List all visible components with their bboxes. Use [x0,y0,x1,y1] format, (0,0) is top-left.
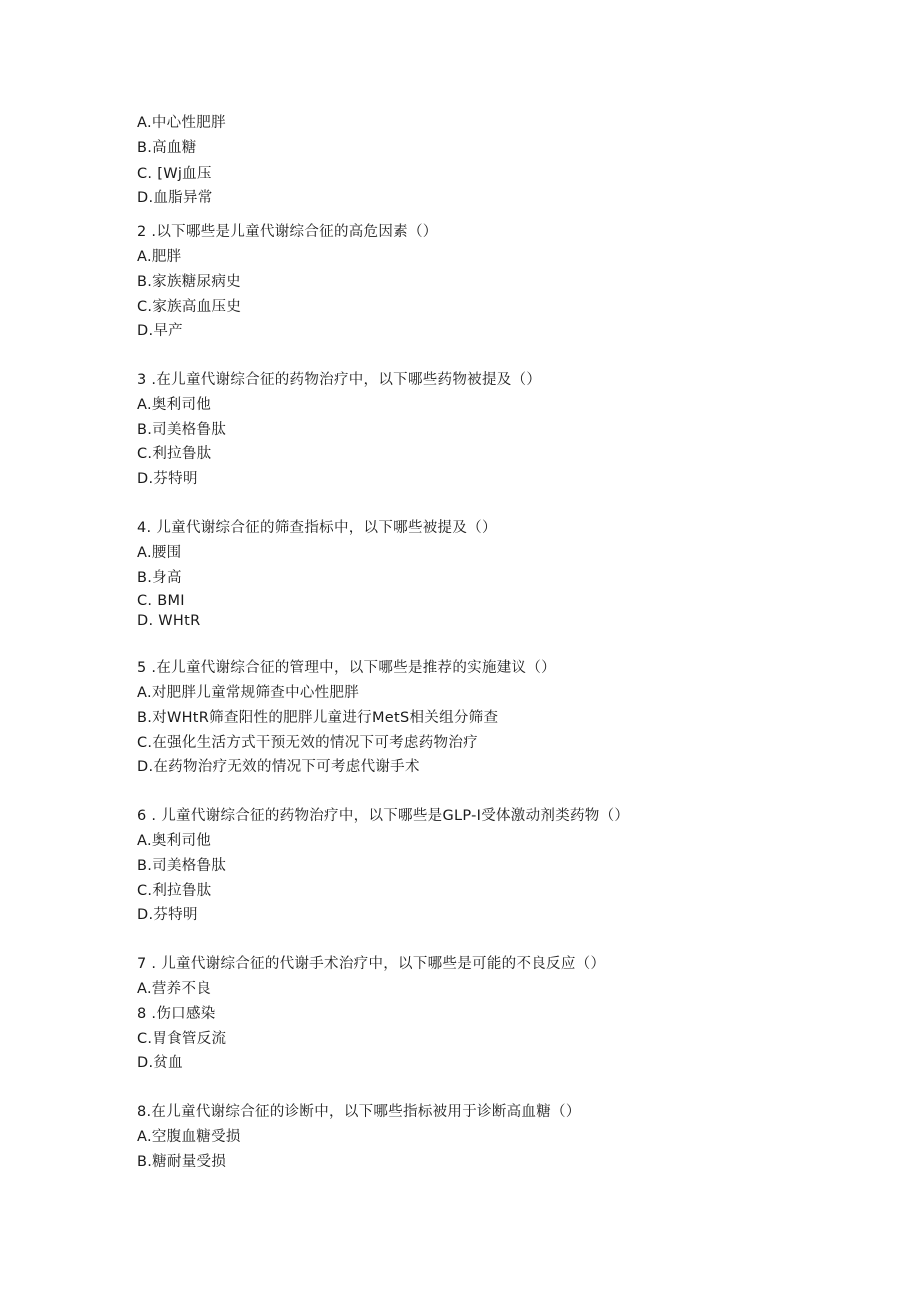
q1-option-b: B.高血糖 [137,140,197,156]
q2-option-d: D.早产 [137,323,183,339]
q7-option-a: A.营养不良 [137,981,212,997]
q7-option-d: D.贫血 [137,1055,183,1071]
q6-option-d: D.芬特明 [137,907,198,923]
q7-option-b: 8 .伤口感染 [137,1006,216,1022]
q5-option-d: D.在药物治疗无效的情况下可考虑代谢手术 [137,759,420,775]
q3-option-a: A.奥利司他 [137,397,212,413]
q4-option-d: D. WHtR [137,613,201,629]
q2-option-b: B.家族糖尿病史 [137,274,241,290]
q4-option-c: C. BMI [137,593,185,609]
q6-option-c: C.利拉鲁肽 [137,883,212,899]
q5-option-b: B.对WHtR筛查阳性的肥胖儿童进行MetS相关组分筛查 [137,710,499,726]
q1-option-d: D.血脂异常 [137,190,213,206]
q8-option-b: B.糖耐量受损 [137,1154,227,1170]
q2-option-a: A.肥胖 [137,249,182,265]
q7-question: 7 . 儿童代谢综合征的代谢手术治疗中，以下哪些是可能的不良反应（） [137,956,606,972]
q6-option-b: B.司美格鲁肽 [137,858,227,874]
q3-option-d: D.芬特明 [137,471,198,487]
q5-option-a: A.对肥胖儿童常规筛查中心性肥胖 [137,685,360,701]
q8-option-a: A.空腹血糖受损 [137,1129,241,1145]
q2-question: 2 .以下哪些是儿童代谢综合征的高危因素（） [137,224,438,240]
q4-option-b: B.身高 [137,570,182,586]
q6-option-a: A.奥利司他 [137,833,212,849]
q5-question: 5 .在儿童代谢综合征的管理中，以下哪些是推荐的实施建议（） [137,660,556,676]
q2-option-c: C.家族高血压史 [137,299,242,315]
q1-option-a: A.中心性肥胖 [137,115,226,131]
q3-option-b: B.司美格鲁肽 [137,422,227,438]
q3-question: 3 .在儿童代谢综合征的药物治疗中，以下哪些药物被提及（） [137,372,542,388]
q6-question: 6 . 儿童代谢综合征的药物治疗中，以下哪些是GLP-I受体激动剂类药物（） [137,808,630,824]
q8-question: 8.在儿童代谢综合征的诊断中，以下哪些指标被用于诊断高血糖（） [137,1104,581,1120]
q1-option-c: C. [Wj血压 [137,166,212,182]
q7-option-c: C.胃食管反流 [137,1031,227,1047]
q4-question: 4. 儿童代谢综合征的筛查指标中，以下哪些被提及（） [137,520,497,536]
q4-option-a: A.腰围 [137,545,182,561]
q5-option-c: C.在强化生活方式干预无效的情况下可考虑药物治疗 [137,735,478,751]
q3-option-c: C.利拉鲁肽 [137,446,212,462]
